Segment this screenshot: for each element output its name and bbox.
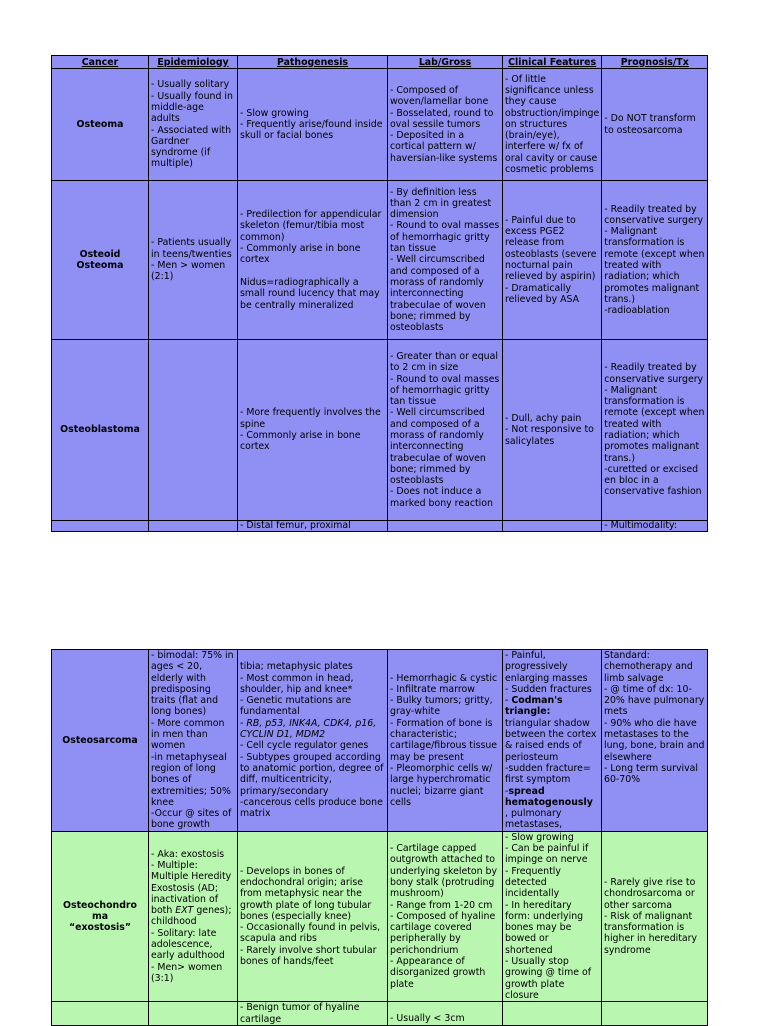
row-osteosarcoma — [52, 650, 708, 832]
clinical-features-cell: - Dull, achy pain - Not responsive to salicylates — [503, 340, 602, 521]
lab-gross-cell: - By definition less than 2 cm in greatest dimension - Round to oval masses of hemorrhagic gritty tan tissue - Well circumscribed and composed of a morass of randomly interconnecting trabeculae of woven bone; rimmed by osteoblasts — [388, 181, 503, 340]
cancer-name: Osteoid Osteoma — [52, 181, 149, 340]
epidemiology-text: - Aka: exostosis - Multiple: Multiple Heredity Exostosis (AD; inactivation of both — [151, 848, 232, 917]
clinical-features-cell: - Of little significance unless they cause obstruction/impinge on structures (brain/eye), interfere w/ fx of oral cavity or cause cosmetic problems — [503, 69, 602, 181]
cancer-name — [52, 1002, 149, 1026]
prognosis-cell: - Readily treated by conservative surgery - Malignant transformation is remote (except when treated with radiation; which promotes malignant trans.) -curetted or excised en bloc in a conservative fashion — [602, 340, 708, 521]
pathogenesis-cell: - Distal femur, proximal — [238, 521, 388, 532]
codman-triangle-term: Codman's triangle: — [505, 695, 563, 718]
epidemiology-cell: - Patients usually in teens/twenties - Men > women (2:1) — [149, 181, 238, 340]
header-row — [52, 56, 708, 69]
pathogenesis-cell: - Slow growing - Frequently arise/found inside skull or facial bones — [238, 69, 388, 181]
pathogenesis-cell — [238, 650, 388, 832]
epidemiology-cell — [149, 521, 238, 532]
cancer-name — [52, 521, 149, 532]
gene-name: EXT — [175, 905, 194, 917]
epidemiology-text: genes); childhood - Solitary: late adolescence, early adulthood - Men> women (3:1) — [151, 905, 232, 984]
header-clinical-features: Clinical Features — [503, 56, 602, 69]
row-osteosarcoma-start — [52, 521, 708, 532]
prognosis-cell: - Readily treated by conservative surgery - Malignant transformation is remote (except when treated with radiation; which promotes malignant trans.) -radioablation — [602, 181, 708, 340]
clinical-features-cell — [503, 521, 602, 532]
prognosis-cell: - Do NOT transform to osteosarcoma — [602, 69, 708, 181]
pathogenesis-text: tibia; metaphysic plates - Most common in head, shoulder, hip and knee* - Genetic mutations are fundamental - — [240, 661, 354, 729]
gene-list: RB, p53, INK4A, CDK4, p16, CYCLIN D1, MDM2 — [240, 717, 377, 741]
lab-gross-cell — [388, 521, 503, 532]
pathogenesis-cell: - Develops in bones of endochondral origin; arise from metaphysic near the growth plate of long tubular bones (especially knee) - Occasionally found in pelvis, scapula and ribs - Rarely involve short tubular bones of hands/feet — [238, 831, 388, 1001]
lab-gross-cell: - Hemorrhagic & cystic - Infiltrate marrow - Bulky tumors; gritty, gray-white - Formation of bone is characteristic; cartilage/fibrous tissue may be present - Pleomorphic cells w/ large hyperchromatic nuclei; bizarre giant cells — [388, 650, 503, 832]
header-epidemiology: Epidemiology — [149, 56, 238, 69]
cancer-name: Osteosarcoma — [52, 650, 149, 832]
pathogenesis-cell: - Predilection for appendicular skeleton (femur/tibia most common) - Commonly arise in bone cortex Nidus=radiographically a small round lucency that may be centrally mineralized — [238, 181, 388, 340]
cancer-name: Osteochondro ma “exostosis” — [52, 831, 149, 1001]
clinical-text: - Painful, progressively enlarging masses - Sudden fractures - — [505, 650, 592, 707]
header-prognosis-tx: Prognosis/Tx — [602, 56, 708, 69]
pathogenesis-text: - Cell cycle regulator genes - Subtypes grouped according to anatomic portion, degree of diff, multicentricity, primary/secondary -cancerous cells produce bone matrix — [240, 740, 384, 820]
tumor-table-page-1 — [51, 55, 708, 532]
prognosis-cell — [602, 1002, 708, 1026]
clinical-features-cell — [503, 1002, 602, 1026]
epidemiology-cell — [149, 1002, 238, 1026]
pathogenesis-cell: - Benign tumor of hyaline cartilage — [238, 1002, 388, 1026]
clinical-text: triangular shadow between the cortex & raised ends of periosteum -sudden fracture= first symptom - — [505, 717, 597, 797]
header-lab-gross: Lab/Gross — [388, 56, 503, 69]
epidemiology-cell: - Usually solitary - Usually found in middle-age adults - Associated with Gardner syndrome (if multiple) — [149, 69, 238, 181]
clinical-text: , pulmonary metastases, — [505, 808, 563, 831]
header-pathogenesis: Pathogenesis — [238, 56, 388, 69]
clinical-features-cell — [503, 650, 602, 832]
clinical-features-cell: - Painful due to excess PGE2 release from osteoblasts (severe nocturnal pain relieved by aspirin) - Dramatically relieved by ASA — [503, 181, 602, 340]
cancer-name: Osteoblastoma — [52, 340, 149, 521]
row-osteoblastoma — [52, 340, 708, 521]
clinical-features-cell: - Slow growing - Can be painful if impinge on nerve - Frequently detected incidentally - In hereditary form: underlying bones may be bowed or shortened - Usually stop growing @ time of growth plate closure — [503, 831, 602, 1001]
prognosis-cell: - Rarely give rise to chondrosarcoma or other sarcoma - Risk of malignant transformation is higher in hereditary syndrome — [602, 831, 708, 1001]
epidemiology-cell: - bimodal: 75% in ages < 20, elderly with predisposing traits (flat and long bones) - More common in men than women -in metaphyseal region of long bones of extremities; 50% knee -Occur @ sites of bone growth — [149, 650, 238, 832]
prognosis-cell: Standard: chemotherapy and limb salvage - @ time of dx: 10-20% have pulmonary mets - 90% who die have metastases to the lung, bone, brain and elsewhere - Long term survival 60-70% — [602, 650, 708, 832]
lab-gross-cell: - Greater than or equal to 2 cm in size - Round to oval masses of hemorrhagic gritty tan tissue - Well circumscribed and composed of a morass of randomly interconnecting trabeculae of woven bone; rimmed by osteoblasts - Does not induce a marked bony reaction — [388, 340, 503, 521]
lab-gross-cell: - Usually < 3cm — [388, 1002, 503, 1026]
tumor-table-page-2 — [51, 649, 708, 1026]
lab-gross-cell: - Composed of woven/lamellar bone - Bosselated, round to oval sessile tumors - Deposited in a cortical pattern w/ haversian-like systems — [388, 69, 503, 181]
row-osteoma — [52, 69, 708, 181]
prognosis-cell: - Multimodality: — [602, 521, 708, 532]
epidemiology-cell — [149, 340, 238, 521]
header-cancer: Cancer — [52, 56, 149, 69]
row-next-tumor-start — [52, 1002, 708, 1026]
epidemiology-cell — [149, 831, 238, 1001]
row-osteochondroma — [52, 831, 708, 1001]
cancer-name: Osteoma — [52, 69, 149, 181]
pathogenesis-cell: - More frequently involves the spine - Commonly arise in bone cortex — [238, 340, 388, 521]
lab-gross-cell: - Cartilage capped outgrowth attached to underlying skeleton by bony stalk (protruding mushroom) - Range from 1-20 cm - Composed of hyaline cartilage covered peripherally by perichondrium - Appearance of disorganized growth plate — [388, 831, 503, 1001]
spread-hematogenously-term: spread hematogenously — [505, 785, 593, 808]
row-osteoid-osteoma — [52, 181, 708, 340]
